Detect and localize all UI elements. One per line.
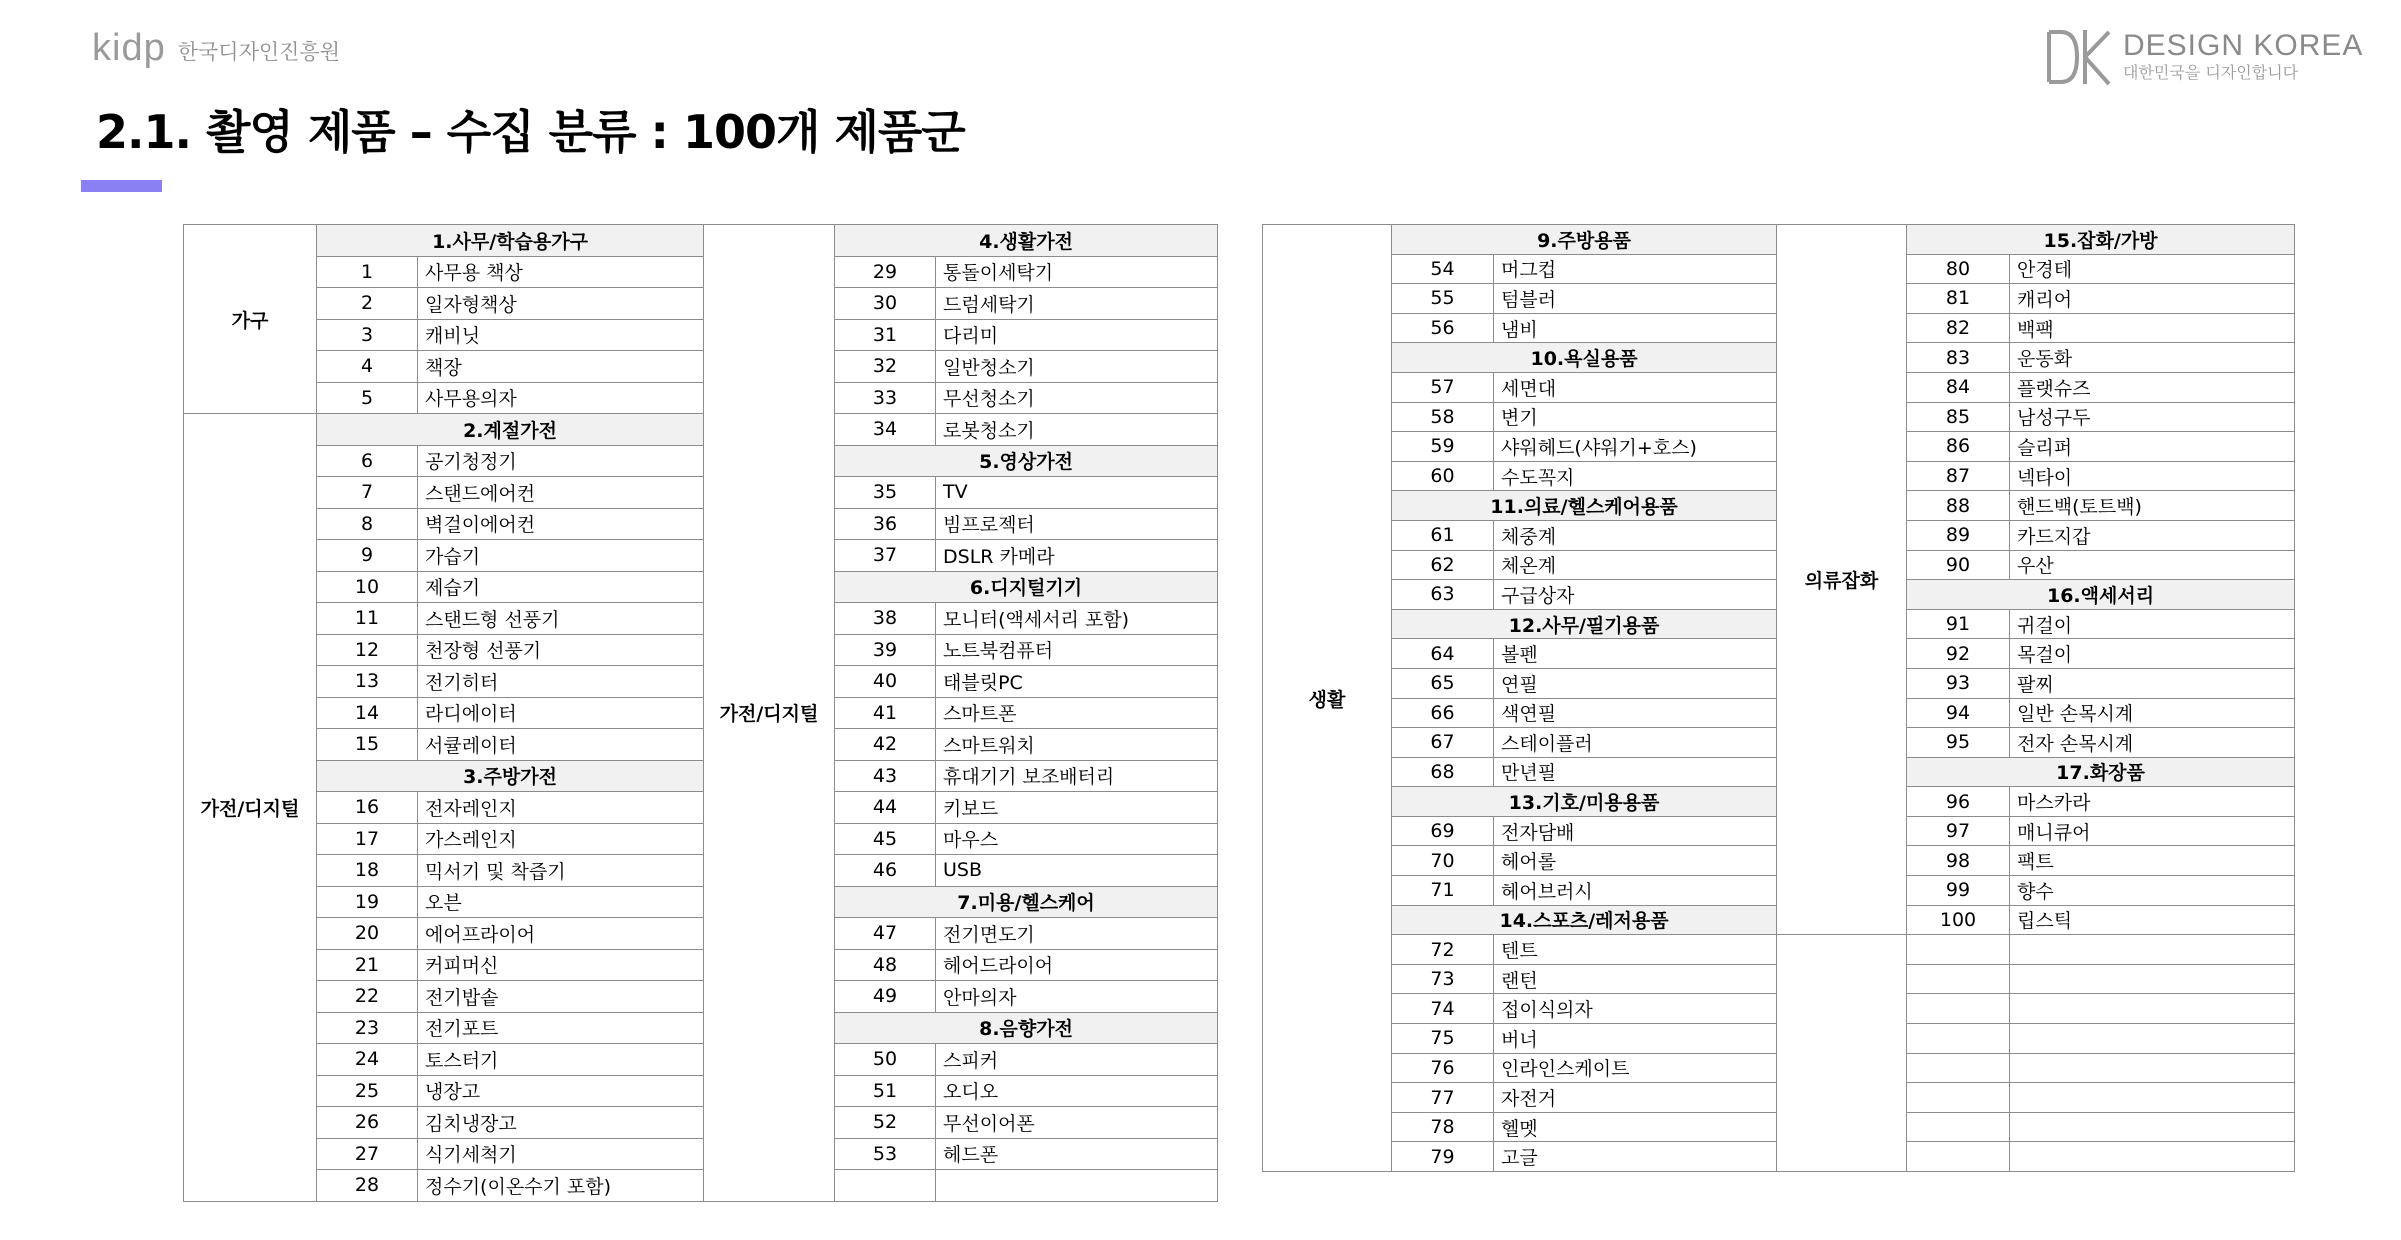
page-title: 2.1. 촬영 제품 – 수집 분류 : 100개 제품군 [96,105,965,159]
item-number: 27 [317,1138,418,1170]
item-number: 6 [317,445,418,477]
item-number: 80 [1907,254,2010,284]
table-row [184,949,1218,981]
item-number: 89 [1907,520,2010,550]
item-name: 공기청정기 [418,445,704,477]
item-name: 자전거 [1494,1083,1777,1113]
item-number: 74 [1392,994,1494,1024]
table-row [184,792,1218,824]
table-row [184,981,1218,1013]
item-number: 5 [317,382,418,414]
item-name: 텀블러 [1494,284,1777,314]
table-row [184,603,1218,635]
item-number: 100 [1907,905,2010,935]
table-row [1263,935,2295,965]
empty-cell [1907,964,2010,994]
item-number: 67 [1392,728,1494,758]
item-number: 13 [317,666,418,698]
item-number: 75 [1392,1024,1494,1054]
item-number: 38 [835,603,936,635]
item-number: 26 [317,1107,418,1139]
item-name: 슬리퍼 [2010,432,2295,462]
table-row [184,1138,1218,1170]
item-number: 63 [1392,580,1494,610]
item-number: 78 [1392,1112,1494,1142]
item-name: 천장형 선풍기 [418,634,704,666]
item-name: 팔찌 [2010,668,2295,698]
item-name: 사무용의자 [418,382,704,414]
design-korea-title: DESIGN KOREA [2123,29,2364,62]
item-number: 68 [1392,757,1494,787]
category-header: 14.스포츠/레저용품 [1392,905,1777,935]
item-number: 18 [317,855,418,887]
item-number: 72 [1392,935,1494,965]
item-name: 정수기(이온수기 포함) [418,1170,704,1202]
product-table-right [1262,224,2295,1172]
table-row [184,288,1218,320]
item-number: 83 [1907,343,2010,373]
item-name: 마우스 [936,823,1218,855]
item-name: 연필 [1494,668,1777,698]
design-korea-tagline: 대한민국을 디자인합니다 [2123,63,2299,82]
item-name: 다리미 [936,319,1218,351]
item-name: 색연필 [1494,698,1777,728]
item-name: 카드지갑 [2010,520,2295,550]
item-name: 전기히터 [418,666,704,698]
item-name: 샤워헤드(샤워기+호스) [1494,432,1777,462]
table-row [1263,225,2295,255]
item-name: 버너 [1494,1024,1777,1054]
item-name: 오븐 [418,886,704,918]
item-number: 53 [835,1138,936,1170]
item-number: 99 [1907,876,2010,906]
item-number: 91 [1907,609,2010,639]
item-number: 10 [317,571,418,603]
table-row [184,1170,1218,1202]
item-number: 41 [835,697,936,729]
item-name: 노트북컴퓨터 [936,634,1218,666]
item-name: 헤드폰 [936,1138,1218,1170]
item-number: 23 [317,1012,418,1044]
item-name: 오디오 [936,1075,1218,1107]
item-name: 체온계 [1494,550,1777,580]
item-number: 36 [835,508,936,540]
item-number: 1 [317,256,418,288]
item-name: 전자담배 [1494,816,1777,846]
item-name: 무선청소기 [936,382,1218,414]
category-header: 10.욕실용품 [1392,343,1777,373]
item-number: 2 [317,288,418,320]
item-name: 마스카라 [2010,787,2295,817]
table-row [184,1107,1218,1139]
item-name: 스마트폰 [936,697,1218,729]
item-number: 96 [1907,787,2010,817]
item-name: 안마의자 [936,981,1218,1013]
item-number: 3 [317,319,418,351]
item-number: 90 [1907,550,2010,580]
item-name: 일반청소기 [936,351,1218,383]
item-number: 25 [317,1075,418,1107]
item-number: 28 [317,1170,418,1202]
table-row [184,1075,1218,1107]
empty-cell [2010,1112,2295,1142]
item-number: 17 [317,823,418,855]
item-name: 헤어브러시 [1494,876,1777,906]
category-header: 1.사무/학습용가구 [317,225,704,257]
item-name: 수도꼭지 [1494,461,1777,491]
item-number: 20 [317,918,418,950]
table-row [184,477,1218,509]
item-number: 95 [1907,728,2010,758]
category-header: 13.기호/미용용품 [1392,787,1777,817]
item-number: 22 [317,981,418,1013]
item-number: 32 [835,351,936,383]
category-header: 4.생활가전 [835,225,1218,257]
item-name: 책장 [418,351,704,383]
item-name: 스피커 [936,1044,1218,1076]
item-name: 핸드백(토트백) [2010,491,2295,521]
table-row [184,855,1218,887]
item-name: 드럼세탁기 [936,288,1218,320]
item-number: 24 [317,1044,418,1076]
dk-monogram-icon [2045,26,2113,88]
item-name: 머그컵 [1494,254,1777,284]
item-number: 76 [1392,1053,1494,1083]
empty-cell [2010,1053,2295,1083]
item-number: 44 [835,792,936,824]
item-name: 김치냉장고 [418,1107,704,1139]
item-name: USB [936,855,1218,887]
item-name: 귀걸이 [2010,609,2295,639]
table-row [184,540,1218,572]
item-number: 64 [1392,639,1494,669]
item-name: 캐비닛 [418,319,704,351]
item-name: 립스틱 [2010,905,2295,935]
item-number: 65 [1392,668,1494,698]
empty-cell [1907,1112,2010,1142]
category-header: 12.사무/필기용품 [1392,609,1777,639]
item-number: 66 [1392,698,1494,728]
item-name: 헬멧 [1494,1112,1777,1142]
item-number: 21 [317,949,418,981]
item-name: 커피머신 [418,949,704,981]
group-label-fashion: 의류잡화 [1777,225,1907,935]
item-number: 4 [317,351,418,383]
empty-cell [2010,964,2295,994]
item-name: 가습기 [418,540,704,572]
table-row [184,729,1218,761]
category-header: 8.음향가전 [835,1012,1218,1044]
item-number: 56 [1392,313,1494,343]
item-name: 스탠드형 선풍기 [418,603,704,635]
item-number: 11 [317,603,418,635]
product-table-left [183,224,1218,1202]
item-name: 태블릿PC [936,666,1218,698]
item-number: 87 [1907,461,2010,491]
item-number: 37 [835,540,936,572]
item-number: 82 [1907,313,2010,343]
empty-cell [1907,1024,2010,1054]
empty-cell [1907,935,2010,965]
table-row [184,918,1218,950]
item-number: 69 [1392,816,1494,846]
item-name: 사무용 책상 [418,256,704,288]
item-name: 고글 [1494,1142,1777,1172]
table-row [184,1044,1218,1076]
item-number: 30 [835,288,936,320]
table-row [184,382,1218,414]
item-number: 54 [1392,254,1494,284]
category-header: 9.주방용품 [1392,225,1777,255]
item-number: 8 [317,508,418,540]
group-label-appliance: 가전/디지털 [704,225,835,1202]
item-number: 39 [835,634,936,666]
item-name: DSLR 카메라 [936,540,1218,572]
item-name: 일자형책상 [418,288,704,320]
item-name: 로봇청소기 [936,414,1218,446]
item-name: 인라인스케이트 [1494,1053,1777,1083]
item-number: 45 [835,823,936,855]
item-name: 텐트 [1494,935,1777,965]
table-row [184,634,1218,666]
item-number: 84 [1907,372,2010,402]
item-name: 접이식의자 [1494,994,1777,1024]
table-row [184,351,1218,383]
item-number: 43 [835,760,936,792]
item-name: 에어프라이어 [418,918,704,950]
item-number: 12 [317,634,418,666]
item-name: 넥타이 [2010,461,2295,491]
item-name: 스마트워치 [936,729,1218,761]
item-number: 29 [835,256,936,288]
item-name: 전기밥솥 [418,981,704,1013]
item-number: 49 [835,981,936,1013]
category-header: 3.주방가전 [317,760,704,792]
item-number: 73 [1392,964,1494,994]
item-number: 62 [1392,550,1494,580]
table-row [184,319,1218,351]
item-number: 42 [835,729,936,761]
title-accent-bar [81,180,162,192]
item-name: 헤어롤 [1494,846,1777,876]
empty-cell [1907,1083,2010,1113]
item-number: 47 [835,918,936,950]
item-number: 55 [1392,284,1494,314]
item-number: 94 [1907,698,2010,728]
table-row [184,760,1218,792]
item-number: 86 [1907,432,2010,462]
item-number: 51 [835,1075,936,1107]
empty-cell [2010,994,2295,1024]
item-name: 빔프로젝터 [936,508,1218,540]
item-name: 남성구두 [2010,402,2295,432]
item-number: 33 [835,382,936,414]
item-number: 57 [1392,372,1494,402]
item-name: 믹서기 및 착즙기 [418,855,704,887]
item-number: 98 [1907,846,2010,876]
item-number: 40 [835,666,936,698]
item-number: 71 [1392,876,1494,906]
category-header: 11.의료/헬스케어용품 [1392,491,1777,521]
empty-cell [2010,1024,2295,1054]
kidp-logo [92,22,340,74]
item-number: 16 [317,792,418,824]
category-header: 17.화장품 [1907,757,2295,787]
item-name: 벽걸이에어컨 [418,508,704,540]
item-name: 스테이플러 [1494,728,1777,758]
empty-cell [1907,994,2010,1024]
item-name: 전기포트 [418,1012,704,1044]
category-header: 16.액세서리 [1907,580,2295,610]
item-name: 랜턴 [1494,964,1777,994]
item-name: 일반 손목시계 [2010,698,2295,728]
category-header: 6.디지털기기 [835,571,1218,603]
item-number: 34 [835,414,936,446]
item-name: 전자 손목시계 [2010,728,2295,758]
item-name: TV [936,477,1218,509]
item-name: 백팩 [2010,313,2295,343]
item-name: 매니큐어 [2010,816,2295,846]
item-number: 70 [1392,846,1494,876]
item-name: 안경테 [2010,254,2295,284]
item-number: 46 [835,855,936,887]
item-name: 냄비 [1494,313,1777,343]
item-number: 92 [1907,639,2010,669]
item-name [936,1170,1218,1202]
empty-cell [2010,1142,2295,1172]
item-number: 19 [317,886,418,918]
item-name: 세면대 [1494,372,1777,402]
item-name: 캐리어 [2010,284,2295,314]
item-number: 88 [1907,491,2010,521]
table-row [184,666,1218,698]
category-header: 5.영상가전 [835,445,1218,477]
item-number: 59 [1392,432,1494,462]
table-row [184,823,1218,855]
kidp-wordmark: kidp [92,26,166,69]
item-name: 무선이어폰 [936,1107,1218,1139]
item-name: 라디에이터 [418,697,704,729]
group-label-furniture: 가구 [184,225,317,414]
item-name: 토스터기 [418,1044,704,1076]
item-number: 15 [317,729,418,761]
item-name: 헤어드라이어 [936,949,1218,981]
table-row [184,1012,1218,1044]
empty-group-cell [1777,935,1907,1172]
item-number: 79 [1392,1142,1494,1172]
item-number: 7 [317,477,418,509]
item-name: 서큘레이터 [418,729,704,761]
item-name: 변기 [1494,402,1777,432]
item-name: 만년필 [1494,757,1777,787]
table-row [184,225,1218,257]
empty-cell [2010,935,2295,965]
item-name: 키보드 [936,792,1218,824]
category-header: 15.잡화/가방 [1907,225,2295,255]
kidp-org-name: 한국디자인진흥원 [177,40,341,64]
item-number: 61 [1392,520,1494,550]
item-name: 우산 [2010,550,2295,580]
item-name: 전기면도기 [936,918,1218,950]
table-row [184,508,1218,540]
item-name: 운동화 [2010,343,2295,373]
empty-cell [1907,1053,2010,1083]
item-name: 통돌이세탁기 [936,256,1218,288]
table-row [184,414,1218,446]
item-name: 스탠드에어컨 [418,477,704,509]
item-name: 전자레인지 [418,792,704,824]
item-number: 50 [835,1044,936,1076]
empty-cell [2010,1083,2295,1113]
item-number: 60 [1392,461,1494,491]
item-name: 구급상자 [1494,580,1777,610]
item-number [835,1170,936,1202]
design-korea-logo [2045,22,2363,92]
table-row [184,445,1218,477]
item-number: 52 [835,1107,936,1139]
group-label-life: 생활 [1263,225,1392,1172]
item-number: 9 [317,540,418,572]
table-row [184,697,1218,729]
item-name: 식기세척기 [418,1138,704,1170]
item-name: 볼펜 [1494,639,1777,669]
item-name: 모니터(액세서리 포함) [936,603,1218,635]
item-number: 77 [1392,1083,1494,1113]
table-row [184,571,1218,603]
category-header: 7.미용/헬스케어 [835,886,1218,918]
item-number: 58 [1392,402,1494,432]
item-number: 81 [1907,284,2010,314]
empty-cell [1907,1142,2010,1172]
item-number: 85 [1907,402,2010,432]
item-name: 제습기 [418,571,704,603]
item-number: 93 [1907,668,2010,698]
item-name: 휴대기기 보조배터리 [936,760,1218,792]
category-header: 2.계절가전 [317,414,704,446]
item-name: 가스레인지 [418,823,704,855]
item-name: 팩트 [2010,846,2295,876]
item-name: 냉장고 [418,1075,704,1107]
item-name: 체중계 [1494,520,1777,550]
item-number: 35 [835,477,936,509]
table-row [184,256,1218,288]
item-name: 플랫슈즈 [2010,372,2295,402]
group-label-appliance: 가전/디지털 [184,414,317,1202]
item-name: 목걸이 [2010,639,2295,669]
item-number: 31 [835,319,936,351]
table-row [184,886,1218,918]
item-name: 향수 [2010,876,2295,906]
item-number: 48 [835,949,936,981]
item-number: 14 [317,697,418,729]
item-number: 97 [1907,816,2010,846]
